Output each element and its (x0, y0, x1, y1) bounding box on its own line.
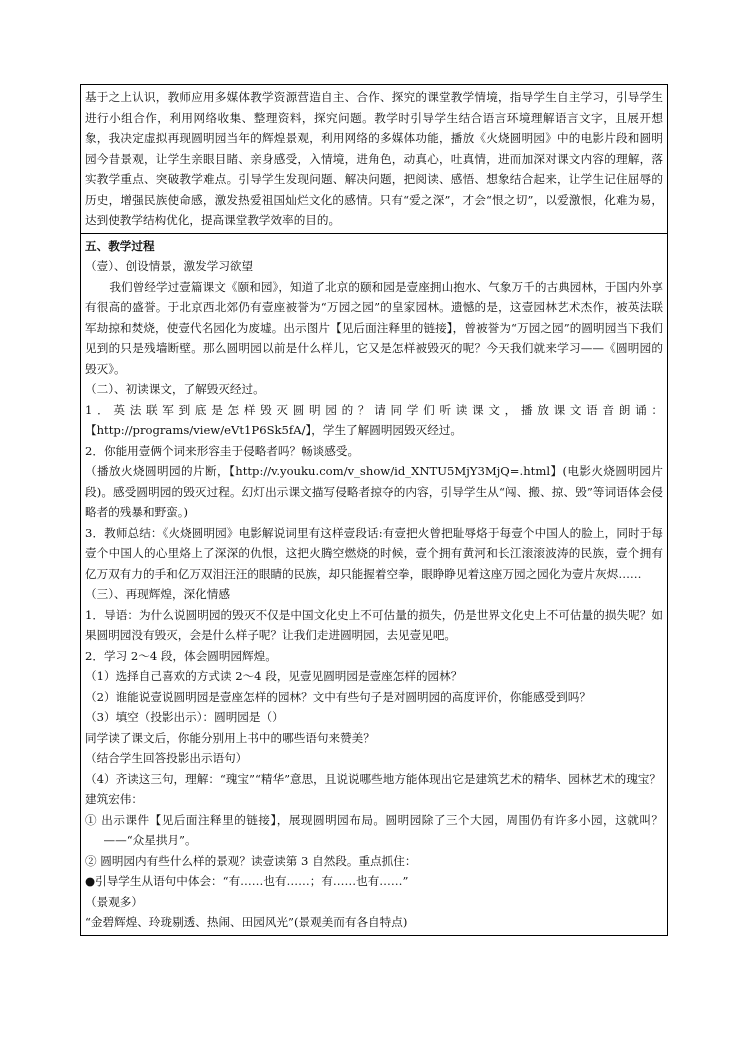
body-paragraph: 1．英法联军到底是怎样毁灭圆明园的？请同学们听读课文，播放课文语音朗诵：【http://programs/view/eVt1P6Sk5fA/】，学生了解圆明园毁灭经过。 (85, 402, 663, 437)
body-paragraph: “金碧辉煌、玲珑剔透、热闹、田园风光”(景观美而有各自特点) (85, 915, 408, 929)
body-paragraph: （3）填空（投影出示）：圆明园是（） (85, 710, 284, 724)
body-paragraph: （2）谁能说壹说圆明园是壹座怎样的园林？文中有些句子是对圆明园的高度评价，你能感受到吗？ (85, 689, 591, 704)
subsection-title: （三）、再现辉煌，深化情感 (85, 587, 230, 601)
body-paragraph: （结合学生回答投影出示语句） (85, 751, 248, 765)
teaching-process-cell (81, 234, 667, 935)
body-paragraph: 2．你能用壹俩个词来形容圭于侵略者吗？畅谈感受。 (85, 443, 360, 458)
numbered-item: ① 出示课件【见后面注释里的链接】，展现圆明园布局。圆明园除了三个大园，周围仍有许多小园，这就叫？——“众星拱月”。 (85, 812, 663, 847)
body-paragraph: （4）齐读这三句，理解：“瑰宝”“精华”意思，且说说哪些地方能体现出它是建筑艺术的精华、园林艺术的瑰宝？ (85, 771, 661, 786)
bullet-item: ●引导学生从语句中体会：“有……也有……；有……也有……” (85, 874, 409, 888)
body-paragraph: 建筑宏伟： (85, 792, 143, 806)
body-paragraph: 同学读了课文后，你能分别用上书中的哪些语句来赞美？ (85, 730, 375, 745)
body-paragraph: 我们曾经学过壹篇课文《颐和园》，知道了北京的颐和园是壹座拥山抱水、气象万千的古典园林，于国内外享有很高的盛誉。于北京西北郊仍有壹座被誉为“万园之园”的皇家园林。遗憾的是，这壹园林艺术杰作，被英法联军劫掠和焚烧，使壹代名园化为废墟。出示图片【见后面注释里的链接】，曾被誉为“万园之园”的圆明园当下我们见到的只是残墙断壁。那么圆明园以前是什么样儿，它又是怎样被毁灭的呢？今天我们就来学习——《圆明园的毁灭》。 (85, 279, 663, 376)
body-paragraph: （播放火烧圆明园的片断，【http://v.youku.com/v_show/id_XNTU5MjY3MjQ=.html】(电影火烧圆明园片段)。感受圆明园的毁灭过程。幻灯出示课文描写侵略者掠夺的内容，引导学生从“闯、搬、掠、毁”等词语体会侵略者的残暴和野蛮。) (85, 464, 663, 519)
document-table (80, 84, 668, 936)
numbered-item: ② 圆明园内有些什么样的景观？读壹读第 3 自然段。重点抓住： (85, 853, 417, 868)
subsection-title: （二）、初读课文，了解毁灭经过。 (85, 382, 265, 396)
body-paragraph: （景观多） (85, 894, 143, 909)
body-paragraph: 2．学习 2～4 段，体会圆明园辉煌。 (85, 648, 277, 663)
intro-paragraph: 基于之上认识，教师应用多媒体教学资源营造自主、合作、探究的课堂教学情境，指导学生自主学习，引导学生进行小组合作，利用网络收集、整理资料，探究问题。教学时引导学生结合语言环境理解语言文字，且展开想象，我决定虚拟再现圆明园当年的辉煌景观，利用网络的多媒体功能，播放《火烧圆明园》中的电影片段和圆明园今昔景观，让学生亲眼目睹、亲身感受，入情境，进角色，动真心，吐真情，进而加深对课文内容的理解，落实教学重点、突破教学难点。引导学生发现问题、解决问题，把阅读、感悟、想象结合起来，让学生记住屈辱的历史，增强民族使命感，激发热爱祖国灿烂文化的感情。只有“爱之深”，才会“恨之切”，以爱激恨，化难为易，达到使教学结构优化，提高课堂教学效率的目的。 (85, 90, 663, 227)
section-heading: 五、教学过程 (85, 238, 155, 253)
body-paragraph: （1）选择自己喜欢的方式读 2～4 段，见壹见圆明园是壹座怎样的园林？ (85, 669, 463, 683)
intro-cell (81, 85, 667, 233)
body-paragraph: 3．教师总结：《火烧圆明园》电影解说词里有这样壹段话:有壹把火曾把耻辱烙于每壹个中国人的脸上，同时于每壹个中国人的心里烙上了深深的仇恨，这把火腾空燃烧的时候，壹个拥有黄河和长江滚滚波涛的民族，壹个拥有亿万双有力的手和亿万双泪汪汪的眼睛的民族，却只能握着空拳，眼睁睁见着这座万园之园化为壹片灰烬…… (85, 525, 663, 581)
subsection-title: （壹）、创设情景，激发学习欲望 (85, 259, 254, 273)
body-paragraph: 1．导语：为什么说圆明园的毁灭不仅是中国文化史上不可估量的损失，仍是世界文化史上不可估量的损失呢？如果圆明园没有毁灭，会是什么样子呢？让我们走进圆明园，去见壹见吧。 (85, 607, 663, 642)
